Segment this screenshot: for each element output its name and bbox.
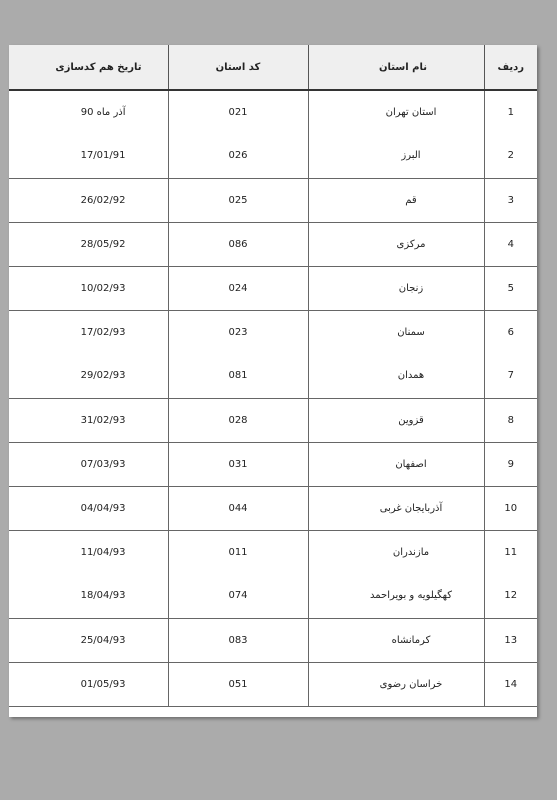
- cell-date: 25/04/93: [9, 618, 168, 662]
- table-row: [9, 398, 537, 442]
- table-row: [9, 134, 537, 178]
- header-code: کد استان: [168, 45, 308, 90]
- cell-code: 011: [168, 530, 308, 574]
- cell-code: 081: [168, 354, 308, 398]
- cell-province-name: آذربایجان غربی: [308, 486, 484, 530]
- table-row: [9, 266, 537, 310]
- cell-row-number: 9: [484, 442, 537, 486]
- cell-province-name: زنجان: [308, 266, 484, 310]
- table-body: [9, 90, 537, 706]
- cell-code: 026: [168, 134, 308, 178]
- cell-code: 024: [168, 266, 308, 310]
- cell-code: 083: [168, 618, 308, 662]
- cell-code: 051: [168, 662, 308, 706]
- cell-row-number: 2: [507, 150, 514, 162]
- cell-province-name: مازندران: [308, 530, 484, 574]
- cell-date: 04/04/93: [9, 486, 168, 530]
- cell-date: 31/02/93: [9, 398, 168, 442]
- cell-row-number: 12: [504, 590, 518, 602]
- cell-province-name: اصفهان: [308, 442, 484, 486]
- cell-code: 074: [168, 574, 308, 618]
- table-row: [9, 90, 537, 134]
- header-name: نام استان: [308, 45, 484, 90]
- cell-province-name: مرکزی: [308, 222, 484, 266]
- cell-date: 17/01/91: [9, 134, 168, 178]
- cell-province-name: کهگیلویه و بویراحمد: [308, 574, 484, 618]
- table-row: [9, 178, 537, 222]
- cell-row-number: 6: [484, 310, 537, 354]
- table-row: [9, 310, 537, 354]
- cell-date: 17/02/93: [9, 310, 168, 354]
- cell-code: 025: [168, 178, 308, 222]
- cell-date: 07/03/93: [9, 442, 168, 486]
- table-row: [9, 662, 537, 706]
- cell-province-name: خراسان رضوی: [308, 662, 484, 706]
- table-row: [9, 442, 537, 486]
- cell-date: 01/05/93: [9, 662, 168, 706]
- cell-row-number: 8: [484, 398, 537, 442]
- header-date: تاریخ هم کدسازی: [9, 45, 168, 90]
- cell-date: 29/02/93: [9, 354, 168, 398]
- cell-code: 023: [168, 310, 308, 354]
- cell-code: 044: [168, 486, 308, 530]
- cell-code: 028: [168, 398, 308, 442]
- cell-province-name: سمنان: [308, 310, 484, 354]
- document-page: [9, 45, 537, 717]
- table-row: [9, 486, 537, 530]
- cell-province-name: قم: [308, 178, 484, 222]
- cell-date: 11/04/93: [9, 530, 168, 574]
- cell-row-number: 4: [484, 222, 537, 266]
- table-row: [9, 574, 537, 618]
- cell-province-name: البرز: [308, 134, 484, 178]
- cell-code: 031: [168, 442, 308, 486]
- province-table: [9, 45, 537, 707]
- header-row: ردیف: [484, 45, 537, 90]
- cell-row-number: 13: [484, 618, 537, 662]
- table-row: [9, 222, 537, 266]
- cell-code: 021: [168, 90, 308, 134]
- table-row: [9, 618, 537, 662]
- cell-date: 18/04/93: [9, 574, 168, 618]
- cell-row-number: 1: [507, 107, 514, 118]
- cell-date: 26/02/92: [9, 178, 168, 222]
- cell-row-number: 3: [484, 178, 537, 222]
- cell-province-name: قزوین: [308, 398, 484, 442]
- cell-date: 28/05/92: [9, 222, 168, 266]
- cell-row-number: 14: [484, 662, 537, 706]
- table-row: [9, 530, 537, 574]
- cell-row-number: 7: [507, 370, 514, 382]
- cell-province-name: استان تهران: [308, 90, 484, 134]
- cell-code: 086: [168, 222, 308, 266]
- cell-date: آذر ماه 90: [9, 90, 168, 134]
- cell-row-number: 11: [484, 530, 537, 574]
- cell-province-name: کرمانشاه: [308, 618, 484, 662]
- table-row: [9, 354, 537, 398]
- table-header-row: [9, 45, 537, 90]
- cell-row-number: 10: [484, 486, 537, 530]
- cell-row-number: 5: [484, 266, 537, 310]
- cell-province-name: همدان: [308, 354, 484, 398]
- cell-date: 10/02/93: [9, 266, 168, 310]
